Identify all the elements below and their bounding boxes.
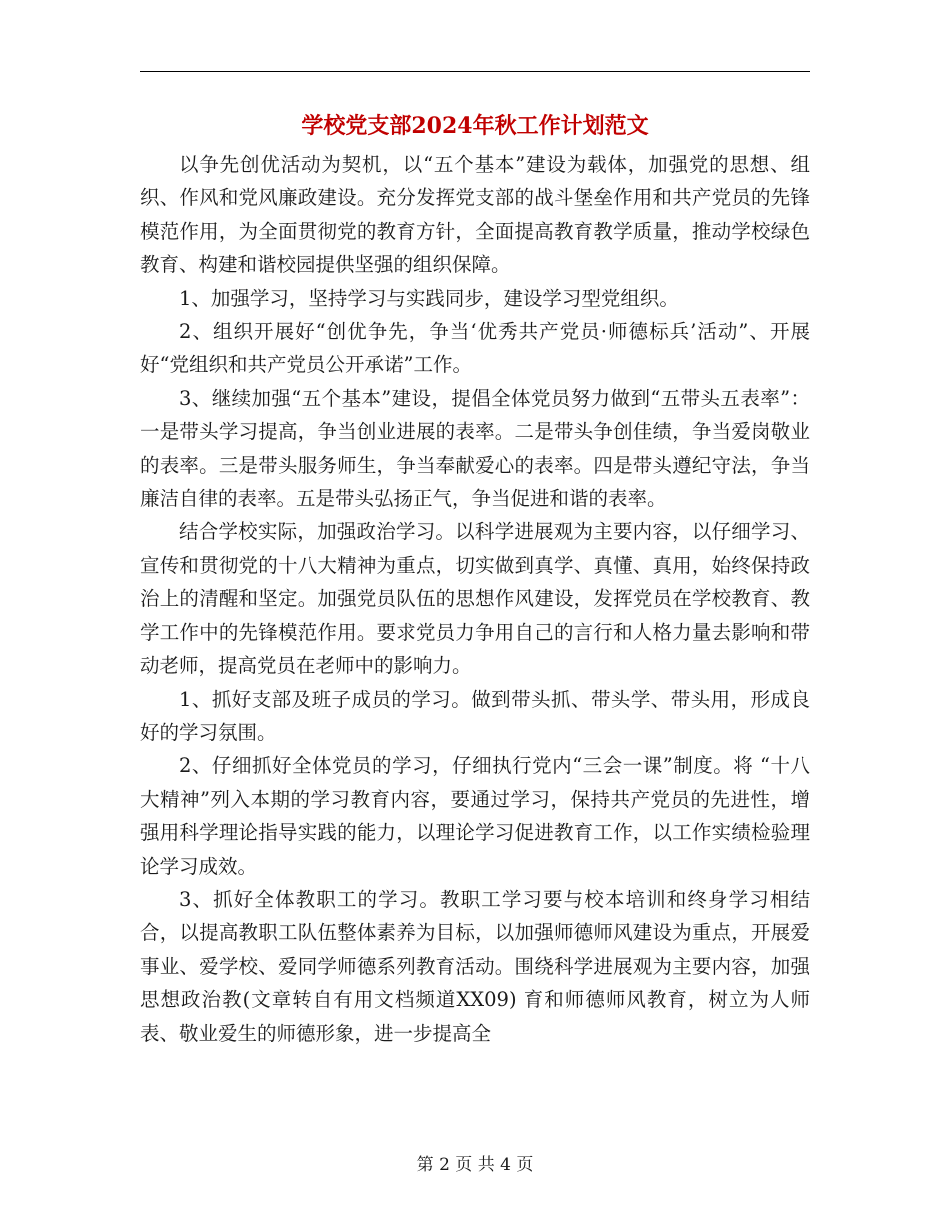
document-body bbox=[140, 148, 810, 1050]
paragraph-intro: 以争先创优活动为契机，以“五个基本”建设为载体，加强党的思想、组织、作风和党风廉政建设。充分发挥党支部的战斗堡垒作用和共产党员的先锋模范作用，为全面贯彻党的教育方针，全面提高教育教学质量，推动学校绿色教育、构建和谐校园提供坚强的组织保障。 bbox=[140, 153, 810, 277]
header-rule bbox=[140, 71, 810, 72]
paragraph-political-study: 结合学校实际，加强政治学习。以科学进展观为主要内容，以仔细学习、宣传和贯彻党的十八大精神为重点，切实做到真学、真懂、真用，始终保持政治上的清醒和坚定。加强党员队伍的思想作风建设，发挥党员在学校教育、教学工作中的先锋模范作用。要求党员力争用自己的言行和人格力量去影响和带动老师，提高党员在老师中的影响力。 bbox=[140, 520, 810, 678]
paragraph-study-item-3: 3、抓好全体教职工的学习。教职工学习要与校本培训和终身学习相结合，以提高教职工队伍整体素养为目标，以加强师德师风建设为重点，开展爱事业、爱学校、爱同学师德系列教育活动。围绕科学进展观为主要内容，加强思想政治教(文章转自有用文档频道XX09) 育和师德师风教育，树立为人师表、敬业爱生的师德形象，进一步提高全 bbox=[140, 887, 810, 1045]
paragraph-item-3: 3、继续加强“五个基本”建设，提倡全体党员努力做到“五带头五表率”：一是带头学习提高，争当创业进展的表率。二是带头争创佳绩，争当爱岗敬业的表率。三是带头服务师生，争当奉献爱心的表率。四是带头遵纪守法，争当廉洁自律的表率。五是带头弘扬正气，争当促进和谐的表率。 bbox=[140, 386, 810, 511]
paragraph-item-2: 2、组织开展好“创优争先，争当‘优秀共产党员·师德标兵’活动”、开展好“党组织和共产党员公开承诺”工作。 bbox=[140, 320, 810, 377]
page-number-footer: 第 2 页 共 4 页 bbox=[416, 1155, 534, 1175]
paragraph-study-item-1: 1、抓好支部及班子成员的学习。做到带头抓、带头学、带头用，形成良好的学习氛围。 bbox=[140, 687, 810, 744]
paragraph-item-1: 1、加强学习，坚持学习与实践同步，建设学习型党组织。 bbox=[179, 286, 679, 310]
paragraph-study-item-2: 2、仔细抓好全体党员的学习，仔细执行党内“三会一课”制度。将 “十八大精神”列入本期的学习教育内容，要通过学习，保持共产党员的先进性，增强用科学理论指导实践的能力，以理论学习促进教育工作，以工作实绩检验理论学习成效。 bbox=[140, 754, 810, 878]
document-title: 学校党支部2024年秋工作计划范文 bbox=[301, 113, 649, 139]
